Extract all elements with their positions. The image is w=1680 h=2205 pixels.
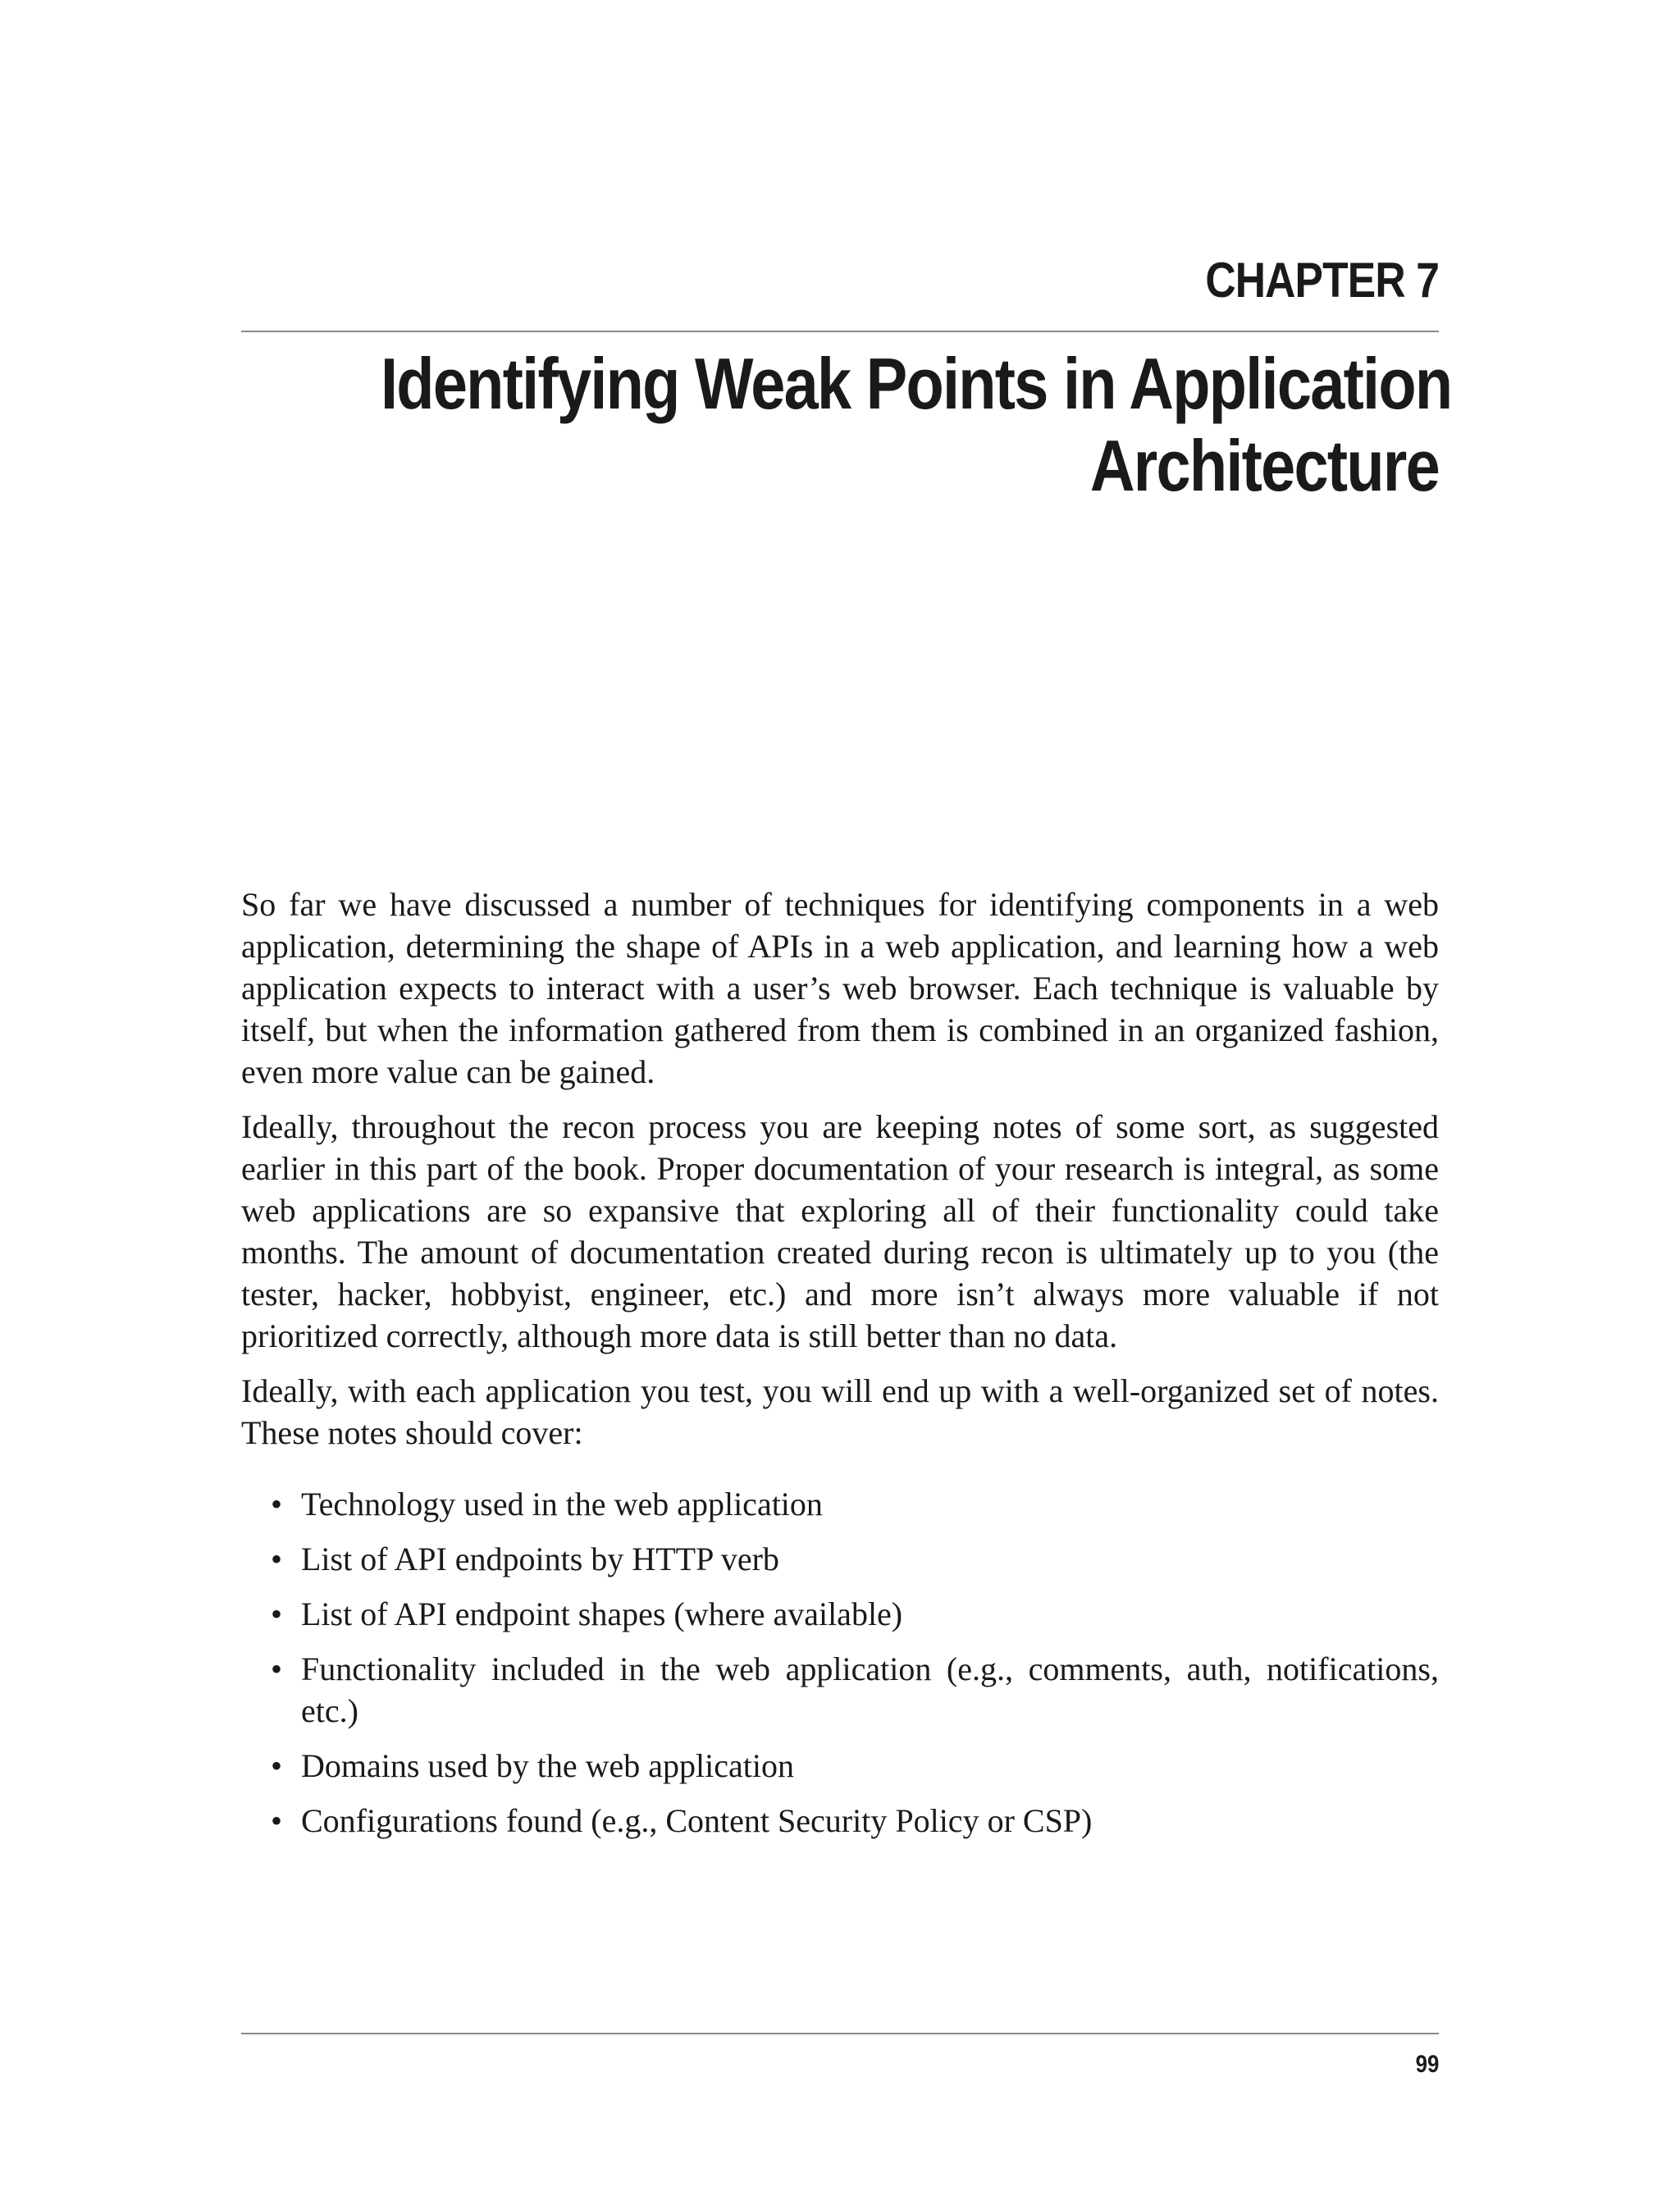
chapter-title-line-1: Identifying Weak Points in Application [381,343,1452,424]
list-item [241,1800,1439,1842]
bullet-icon: • [271,1541,283,1577]
list-item [241,1593,1439,1635]
list-item-text: Domains used by the web application [301,1747,794,1784]
chapter-label: CHAPTER 7 [1205,253,1439,308]
body-text [241,883,1439,1855]
bullet-icon: • [271,1486,283,1522]
paragraph: Ideally, with each application you test, you will end up with a well-organized set of notes. These notes should cover: [241,1372,1439,1451]
list-item [241,1483,1439,1525]
page-number: 99 [1415,2051,1439,2078]
list-item-text: List of API endpoint shapes (where available) [301,1596,903,1632]
notes-bullet-list [241,1483,1439,1842]
list-item-text: List of API endpoints by HTTP verb [301,1541,779,1577]
chapter-title-line-2: Architecture [1089,425,1439,506]
list-item-text: Configurations found (e.g., Content Security Policy or CSP) [301,1802,1093,1839]
bullet-icon: • [271,1802,283,1839]
paragraph: So far we have discussed a number of techniques for identifying components in a web application, determining the shape of APIs in a web application, and learning how a web application expects to interact with a user’s web browser. Each technique is valuable by itself, but when the information gathered from them is combined in an organized fashion, even more value can be gained. [241,886,1439,1090]
bullet-icon: • [271,1596,283,1632]
bullet-icon: • [271,1747,283,1784]
list-item-text: Technology used in the web application [301,1486,823,1522]
paragraph: Ideally, throughout the recon process you are keeping notes of some sort, as suggested earlier in this part of the book. Proper documentation of your research is integral, as some web applications are so expansive that exploring all of their functionality could take months. The amount of documentation created during recon is ultimately up to you (the tester, hacker, hobbyist, engineer, etc.) and more isn’t always more valuable if not prioritized correctly, although more data is still better than no data. [241,1108,1439,1354]
chapter-title [381,343,1452,507]
list-item-text: Functionality included in the web application (e.g., comments, auth, notifications, etc.) [301,1650,1439,1729]
list-item [241,1648,1439,1732]
footer-rule [241,2033,1439,2034]
list-item [241,1745,1439,1787]
list-item [241,1538,1439,1580]
header-rule [241,331,1439,332]
bullet-icon: • [271,1650,283,1687]
